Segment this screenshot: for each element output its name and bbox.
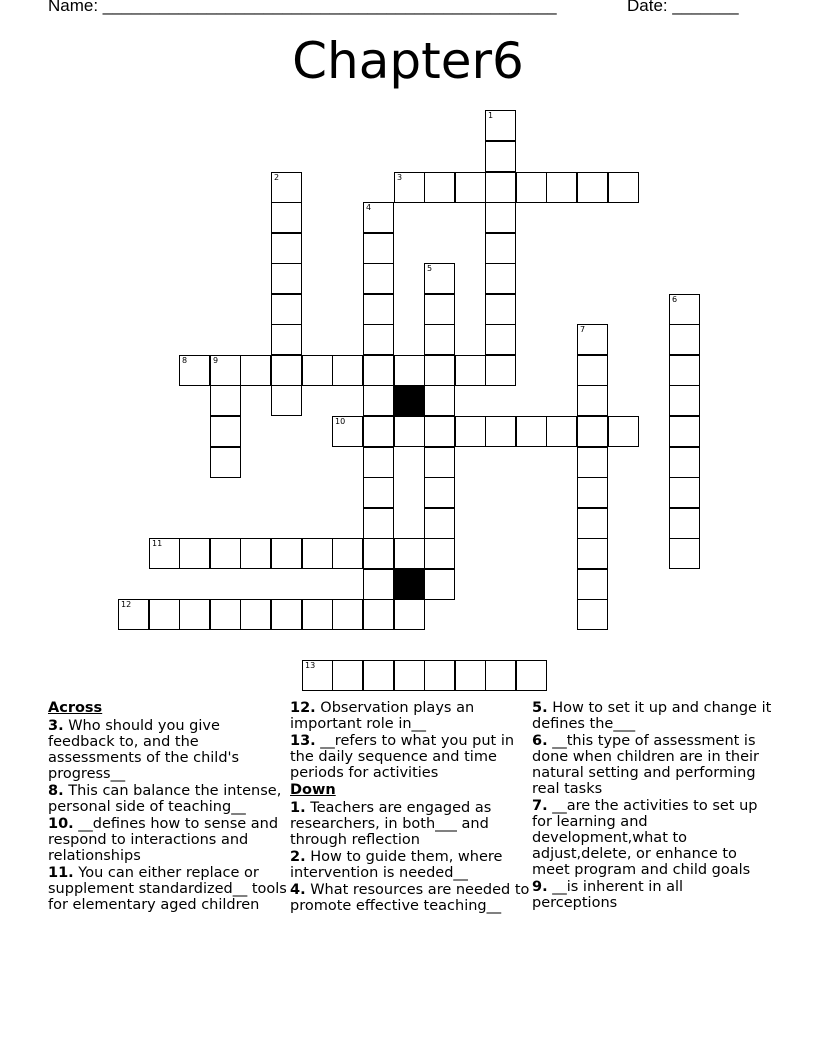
cell-number: 5 <box>427 264 433 273</box>
grid-cell[interactable] <box>271 538 302 569</box>
grid-cell[interactable] <box>577 508 608 539</box>
grid-cell[interactable] <box>271 233 302 264</box>
clue-across-11: 11. You can either replace or supplement standardized__ tools for elementary aged children <box>48 865 287 913</box>
grid-cell[interactable] <box>210 416 241 447</box>
grid-cell[interactable] <box>363 599 394 630</box>
grid-cell[interactable] <box>118 599 149 630</box>
grid-cell[interactable] <box>271 172 302 203</box>
grid-cell[interactable] <box>424 447 455 478</box>
grid-cell[interactable] <box>455 660 486 691</box>
grid-cell[interactable] <box>363 294 394 325</box>
grid-cell[interactable] <box>424 263 455 294</box>
grid-cell[interactable] <box>363 355 394 386</box>
grid-cell[interactable] <box>485 660 516 691</box>
grid-cell[interactable] <box>240 538 271 569</box>
page-title: Chapter6 <box>292 32 524 90</box>
grid-cell[interactable] <box>363 508 394 539</box>
grid-cell[interactable] <box>179 355 210 386</box>
grid-cell[interactable] <box>485 233 516 264</box>
grid-cell[interactable] <box>577 416 608 447</box>
cell-number: 6 <box>672 295 678 304</box>
grid-cell[interactable] <box>577 477 608 508</box>
blocked-cell <box>394 385 425 416</box>
date-field[interactable]: Date: _______ <box>627 0 739 15</box>
grid-cell[interactable] <box>424 355 455 386</box>
grid-cell[interactable] <box>424 538 455 569</box>
grid-cell[interactable] <box>363 538 394 569</box>
grid-cell[interactable] <box>363 447 394 478</box>
grid-cell[interactable] <box>577 447 608 478</box>
grid-cell[interactable] <box>363 233 394 264</box>
clue-down-9: 9. __is inherent in all perceptions <box>532 879 684 911</box>
grid-cell[interactable] <box>424 416 455 447</box>
grid-cell[interactable] <box>271 355 302 386</box>
grid-cell[interactable] <box>546 172 577 203</box>
clue-down-1: 1. Teachers are engaged as researchers, in both___ and through reflection <box>290 800 492 848</box>
cell-number: 13 <box>305 661 316 670</box>
grid-cell[interactable] <box>577 599 608 630</box>
grid-cell[interactable] <box>363 569 394 600</box>
cell-number: 7 <box>580 325 586 334</box>
grid-cell[interactable] <box>485 416 516 447</box>
grid-cell[interactable] <box>669 324 700 355</box>
cell-number: 3 <box>397 173 403 182</box>
clue-down-5: 5. How to set it up and change it defines the___ <box>532 700 772 732</box>
grid-cell[interactable] <box>577 355 608 386</box>
down-heading: Down <box>290 782 336 798</box>
grid-cell[interactable] <box>210 447 241 478</box>
grid-cell[interactable] <box>271 263 302 294</box>
grid-cell[interactable] <box>394 660 425 691</box>
clues-column-3 <box>532 700 772 912</box>
grid-cell[interactable] <box>363 263 394 294</box>
grid-cell[interactable] <box>546 416 577 447</box>
clue-across-12: 12. Observation plays an important role in__ <box>290 700 475 732</box>
grid-cell[interactable] <box>485 294 516 325</box>
grid-cell[interactable] <box>577 538 608 569</box>
grid-cell[interactable] <box>179 538 210 569</box>
cell-number: 11 <box>152 539 163 548</box>
grid-cell[interactable] <box>271 324 302 355</box>
grid-cell[interactable] <box>363 202 394 233</box>
grid-cell[interactable] <box>271 385 302 416</box>
clue-down-7: 7. __are the activities to set up for learning and development,what to adjust,delete, or enhance to meet program and child goals <box>532 798 758 878</box>
grid-cell[interactable] <box>149 538 180 569</box>
clue-down-2: 2. How to guide them, where intervention is needed__ <box>290 849 503 881</box>
grid-cell[interactable] <box>577 385 608 416</box>
grid-cell[interactable] <box>455 416 486 447</box>
grid-cell[interactable] <box>577 172 608 203</box>
grid-cell[interactable] <box>332 416 363 447</box>
grid-cell[interactable] <box>669 385 700 416</box>
grid-cell[interactable] <box>424 569 455 600</box>
grid-cell[interactable] <box>332 660 363 691</box>
grid-cell[interactable] <box>485 324 516 355</box>
grid-cell[interactable] <box>332 599 363 630</box>
grid-cell[interactable] <box>271 202 302 233</box>
grid-cell[interactable] <box>577 569 608 600</box>
grid-cell[interactable] <box>485 263 516 294</box>
cell-number: 2 <box>274 173 280 182</box>
name-field[interactable]: Name: ________________________________________________ <box>48 0 557 15</box>
grid-cell[interactable] <box>363 416 394 447</box>
grid-cell[interactable] <box>669 416 700 447</box>
grid-cell[interactable] <box>424 477 455 508</box>
grid-cell[interactable] <box>516 172 547 203</box>
cell-number: 9 <box>213 356 219 365</box>
cell-number: 1 <box>488 111 494 120</box>
grid-cell[interactable] <box>394 355 425 386</box>
clue-down-4: 4. What resources are needed to promote effective teaching__ <box>290 882 530 914</box>
grid-cell[interactable] <box>332 355 363 386</box>
grid-cell[interactable] <box>210 355 241 386</box>
grid-cell[interactable] <box>394 538 425 569</box>
grid-cell[interactable] <box>516 416 547 447</box>
grid-cell[interactable] <box>271 599 302 630</box>
blocked-cell <box>394 569 425 600</box>
clues-column-2 <box>290 700 530 915</box>
grid-cell[interactable] <box>271 294 302 325</box>
grid-cell[interactable] <box>424 324 455 355</box>
cell-number: 8 <box>182 356 188 365</box>
grid-cell[interactable] <box>424 385 455 416</box>
grid-cell[interactable] <box>669 538 700 569</box>
cell-number: 4 <box>366 203 372 212</box>
grid-cell[interactable] <box>669 355 700 386</box>
grid-cell[interactable] <box>669 508 700 539</box>
grid-cell[interactable] <box>394 172 425 203</box>
grid-cell[interactable] <box>302 355 333 386</box>
grid-cell[interactable] <box>485 172 516 203</box>
grid-cell[interactable] <box>424 294 455 325</box>
grid-cell[interactable] <box>424 508 455 539</box>
clue-across-10: 10. __defines how to sense and respond to interactions and relationships <box>48 816 279 864</box>
clue-across-13: 13. __refers to what you put in the daily sequence and time periods for activities <box>290 733 515 781</box>
grid-cell[interactable] <box>577 324 608 355</box>
grid-cell[interactable] <box>485 110 516 141</box>
grid-cell[interactable] <box>455 172 486 203</box>
grid-cell[interactable] <box>669 477 700 508</box>
grid-cell[interactable] <box>608 416 639 447</box>
grid-cell[interactable] <box>363 324 394 355</box>
grid-cell[interactable] <box>302 538 333 569</box>
grid-cell[interactable] <box>149 599 180 630</box>
grid-cell[interactable] <box>394 599 425 630</box>
grid-cell[interactable] <box>669 447 700 478</box>
grid-cell[interactable] <box>485 202 516 233</box>
grid-cell[interactable] <box>210 538 241 569</box>
grid-cell[interactable] <box>363 385 394 416</box>
grid-cell[interactable] <box>302 599 333 630</box>
clue-down-6: 6. __this type of assessment is done when children are in their natural setting and performing real tasks <box>532 733 760 797</box>
grid-cell[interactable] <box>516 660 547 691</box>
grid-cell[interactable] <box>302 660 333 691</box>
cell-number: 10 <box>335 417 346 426</box>
cell-number: 12 <box>121 600 132 609</box>
grid-cell[interactable] <box>210 385 241 416</box>
grid-cell[interactable] <box>485 141 516 172</box>
clue-across-8: 8. This can balance the intense, personal side of teaching__ <box>48 783 282 815</box>
grid-cell[interactable] <box>424 660 455 691</box>
grid-cell[interactable] <box>210 599 241 630</box>
grid-cell[interactable] <box>608 172 639 203</box>
grid-cell[interactable] <box>485 355 516 386</box>
grid-cell[interactable] <box>669 294 700 325</box>
grid-cell[interactable] <box>363 477 394 508</box>
grid-cell[interactable] <box>240 599 271 630</box>
grid-cell[interactable] <box>455 355 486 386</box>
clues-column-1 <box>48 700 288 914</box>
grid-cell[interactable] <box>424 172 455 203</box>
grid-cell[interactable] <box>363 660 394 691</box>
grid-cell[interactable] <box>240 355 271 386</box>
across-heading: Across <box>48 700 103 716</box>
clue-across-3: 3. Who should you give feedback to, and the assessments of the child's progress__ <box>48 718 240 782</box>
grid-cell[interactable] <box>179 599 210 630</box>
grid-cell[interactable] <box>332 538 363 569</box>
grid-cell[interactable] <box>394 416 425 447</box>
